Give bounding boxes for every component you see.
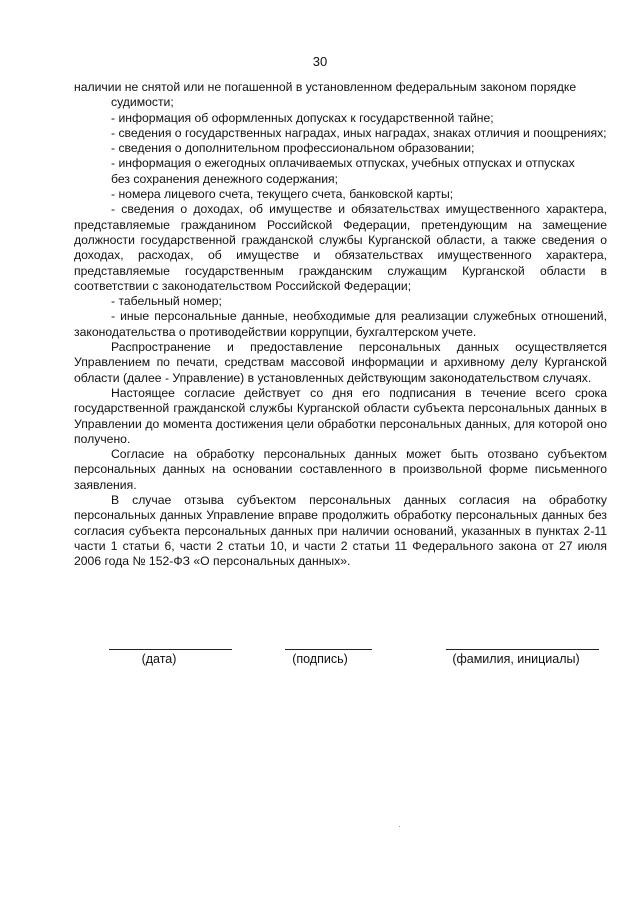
list-item-other-data: - иные персональные данные, необходимые для реализации служебных отношений, законодательства о противодействии коррупции, бухгалтерском учете.	[74, 309, 607, 339]
document-body	[74, 80, 607, 570]
list-item-personnel-number: - табельный номер;	[111, 294, 222, 309]
list-item-vacations: - информация о ежегодных оплачиваемых отпусках, учебных отпусках и отпусках	[111, 156, 575, 171]
list-item-accounts: - номера лицевого счета, текущего счета, банковской карты;	[111, 187, 454, 202]
list-item-vacations-tail: без сохранения денежного содержания;	[111, 171, 339, 186]
paragraph-revocation: Согласие на обработку персональных данных может быть отозвано субъектом персональных данных на основании составленного в произвольной форме письменного заявления.	[74, 447, 607, 492]
signature-line[interactable]	[285, 649, 372, 650]
name-label: (фамилия, инициалы)	[452, 652, 580, 666]
paragraph-validity: Настоящее согласие действует со дня его подписания в течение всего срока государственной гражданской службы Курганской области субъекта персональных данных в Управлении до момента достижения цели обработки персональных данных, для которой оно получено.	[74, 385, 607, 446]
date-label: (дата)	[141, 652, 177, 666]
list-item-state-secret: - информация об оформленных допусках к государственной тайне;	[111, 110, 494, 125]
page-number: 30	[312, 54, 328, 69]
list-item-education: - сведения о дополнительном профессиональном образовании;	[111, 141, 475, 156]
date-line[interactable]	[109, 649, 232, 650]
paragraph-conviction-tail: судимости;	[111, 95, 174, 110]
paragraph-conviction-end: наличии не снятой или не погашенной в установленном федеральным законом порядке	[74, 80, 577, 94]
scan-speck	[399, 826, 400, 827]
list-item-income: - сведения о доходах, об имуществе и обязательствах имущественного характера, представляемые гражданином Российской Федерации, претендующим на замещение должности государственной гражданской службы Курганской области, а также сведения о доходах, расходах, об имуществе и обязательствах имущественного характера, представляемые государственным гражданским служащим Курганской области в соответствии с законодательством Российской Федерации;	[74, 202, 607, 293]
name-line[interactable]	[446, 649, 599, 650]
signature-label: (подпись)	[292, 652, 348, 666]
paragraph-after-revocation: В случае отзыва субъектом персональных данных согласия на обработку персональных данных Управление вправе продолжить обработку персональных данных без согласия субъекта персональных данных при наличии оснований, указанных в пунктах 2-11 части 1 статьи 6, части 2 статьи 10, и части 2 статьи 11 Федерального закона от 27 июля 2006 года № 152-ФЗ «О персональных данных».	[74, 493, 607, 569]
paragraph-distribution: Распространение и предоставление персональных данных осуществляется Управлением по печати, средствам массовой информации и архивному делу Курганской области (далее - Управление) в установленных действующим законодательством случаях.	[74, 340, 607, 385]
list-item-awards: - сведения о государственных наградах, иных наградах, знаках отличия и поощрениях;	[111, 125, 607, 140]
